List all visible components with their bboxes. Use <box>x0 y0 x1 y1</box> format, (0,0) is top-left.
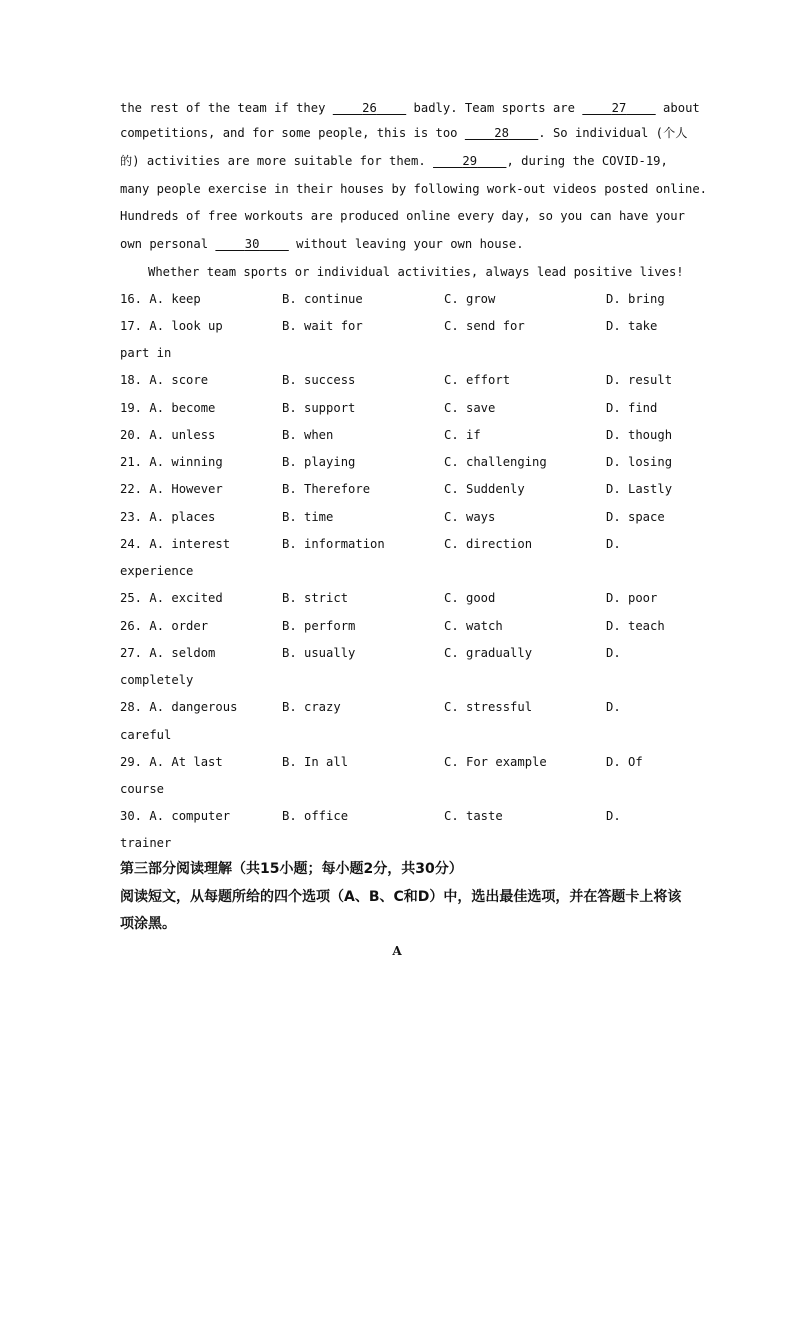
section-title: 第三部分阅读理解（共15小题；每小题2分，共30分） <box>120 861 463 877</box>
option-b: B. strict <box>282 591 349 605</box>
question-21 <box>0 434 794 518</box>
option-d-wrap: careful <box>120 728 172 742</box>
option-b: B. when <box>282 428 334 442</box>
question-number-a: 30. A. computer <box>120 809 231 823</box>
option-c: C. watch <box>444 619 503 633</box>
question-number-a: 18. A. score <box>120 373 209 387</box>
option-c: C. stressful <box>444 700 533 714</box>
question-number-a: 28. A. dangerous <box>120 700 238 714</box>
blank-29: 29 <box>462 154 478 168</box>
option-b: B. information <box>282 537 385 551</box>
option-b: B. support <box>282 401 356 415</box>
option-b: B. crazy <box>282 700 341 714</box>
passage-text: about <box>655 101 700 115</box>
passage-text: competitions, and for some people, this is too <box>120 126 465 140</box>
option-d: D. <box>606 646 621 660</box>
option-b: B. Therefore <box>282 482 371 496</box>
passage-text-cn: 的 <box>120 154 133 168</box>
option-d: D. find <box>606 401 658 415</box>
option-b: B. office <box>282 809 349 823</box>
passage-line-3 <box>120 153 668 169</box>
question-20 <box>0 350 794 442</box>
question-number-a: 16. A. keep <box>120 292 201 306</box>
option-d-wrap: completely <box>120 673 194 687</box>
option-b: B. time <box>282 510 334 524</box>
option-d: D. losing <box>606 455 673 469</box>
option-d: D. teach <box>606 619 665 633</box>
passage-text: own personal <box>120 237 216 251</box>
question-number-a: 29. A. At last <box>120 755 223 769</box>
question-number-a: 20. A. unless <box>120 428 216 442</box>
option-b: B. continue <box>282 292 363 306</box>
option-d: D. <box>606 809 621 823</box>
question-number-a: 25. A. excited <box>120 591 223 605</box>
blank-28: 28 <box>494 126 509 140</box>
option-c: C. grow <box>444 292 496 306</box>
passage-line-6 <box>120 236 524 252</box>
option-c: C. save <box>444 401 496 415</box>
option-d-wrap: experience <box>120 564 194 578</box>
question-number-a: 17. A. look up <box>120 319 223 333</box>
passage-text: . So individual ( <box>538 126 664 140</box>
option-b: B. playing <box>282 455 356 469</box>
option-c: C. good <box>444 591 496 605</box>
option-d: D. bring <box>606 292 665 306</box>
question-number-a: 23. A. places <box>120 510 216 524</box>
option-b: B. success <box>282 373 356 387</box>
question-number-a: 27. A. seldom <box>120 646 216 660</box>
passage-text: ) activities are more suitable for them. <box>132 154 434 168</box>
passage-line-5: Hundreds of free workouts are produced online every day, so you can have your <box>120 209 685 223</box>
passage-label: A <box>392 944 402 958</box>
option-d: D. Lastly <box>606 482 673 496</box>
question-number-a: 21. A. winning <box>120 455 223 469</box>
option-d: D. <box>606 700 621 714</box>
option-d: D. poor <box>606 591 658 605</box>
option-c: C. if <box>444 428 481 442</box>
option-d: D. though <box>606 428 673 442</box>
option-c: C. challenging <box>444 455 547 469</box>
option-c: C. For example <box>444 755 547 769</box>
option-c: C. gradually <box>444 646 533 660</box>
option-b: B. wait for <box>282 319 363 333</box>
question-number-a: 24. A. interest <box>120 537 231 551</box>
passage-text: the rest of the team if they <box>120 101 333 115</box>
blank-26: 26 <box>362 101 377 115</box>
option-c: C. direction <box>444 537 533 551</box>
passage-line-4: many people exercise in their houses by following work-out videos posted online. <box>120 182 707 196</box>
option-d: D. take <box>606 319 658 333</box>
passage-text-cn: 个人 <box>663 126 688 140</box>
option-d: D. <box>606 537 621 551</box>
option-d: D. space <box>606 510 665 524</box>
option-c: C. taste <box>444 809 503 823</box>
option-b: B. In all <box>282 755 349 769</box>
passage-text: , during the COVID-19, <box>506 154 668 168</box>
option-b: B. perform <box>282 619 356 633</box>
question-number-a: 26. A. order <box>120 619 209 633</box>
passage-text: badly. Team sports are <box>406 101 583 115</box>
option-b: B. usually <box>282 646 356 660</box>
passage-line-2 <box>120 125 687 141</box>
option-d-wrap: course <box>120 782 165 796</box>
option-c: C. effort <box>444 373 511 387</box>
option-c: C. send for <box>444 319 525 333</box>
passage-text: without leaving your own house. <box>288 237 524 251</box>
option-d: D. result <box>606 373 673 387</box>
question-number-a: 22. A. However <box>120 482 223 496</box>
section-instruction-line-1: 阅读短文，从每题所给的四个选项（A、B、C和D）中，选出最佳选项，并在答题卡上将该 <box>120 889 682 905</box>
option-d: D. Of <box>606 755 643 769</box>
section-instruction-line-2: 项涂黑。 <box>120 916 176 932</box>
option-c: C. ways <box>444 510 496 524</box>
passage-closing: Whether team sports or individual activities, always lead positive lives! <box>148 265 684 279</box>
blank-30: 30 <box>244 237 260 251</box>
passage-line-1 <box>120 100 700 116</box>
option-d-wrap: part in <box>120 346 172 360</box>
option-c: C. Suddenly <box>444 482 525 496</box>
question-number-a: 19. A. become <box>120 401 216 415</box>
option-d-wrap: trainer <box>120 836 172 850</box>
blank-27: 27 <box>611 101 627 115</box>
